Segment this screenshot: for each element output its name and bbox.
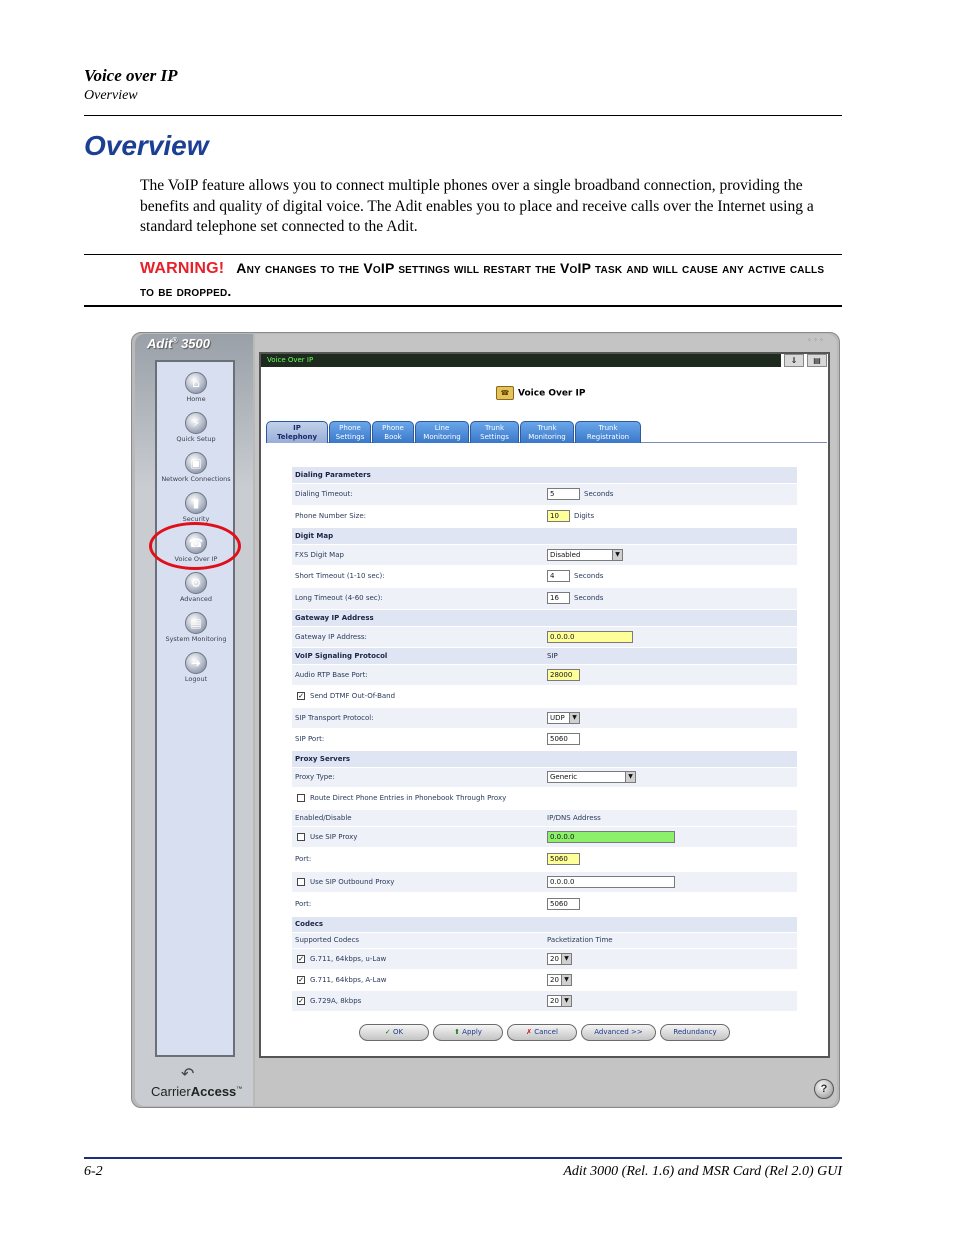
tab-trunk-registration[interactable]: Trunk Registration	[575, 421, 641, 443]
dialing-timeout-unit: Seconds	[584, 490, 614, 498]
chevron-down-icon: ▼	[561, 996, 571, 1006]
intro-paragraph: The VoIP feature allows you to connect multiple phones over a single broadband connection, providing the benefits and quality of digital voice. The Adit enables you to place and receive calls over the Internet using a standard telephone set connected to the Adit.	[140, 177, 814, 235]
send-dtmf-checkbox[interactable]: ✓	[298, 692, 304, 700]
outbound-port-input[interactable]: 5060	[547, 898, 580, 910]
codec-1-ptime-select[interactable]: 20 ▼	[547, 953, 572, 965]
grip-icon: ⁘⁘⁘	[807, 337, 826, 344]
content-pane	[259, 352, 830, 1058]
row-dialing-timeout: Dialing Timeout: 5 Seconds	[292, 484, 797, 505]
apply-button[interactable]: ⬆ Apply	[433, 1024, 503, 1041]
lightning-icon: ⚡	[185, 412, 207, 434]
row-short-timeout: Short Timeout (1-10 sec): 4 Seconds	[292, 566, 797, 587]
row-proxy-columns: Enabled/Disable IP/DNS Address	[292, 810, 797, 826]
tab-trunk-settings[interactable]: Trunk Settings	[470, 421, 519, 443]
monitor-icon: ▤	[185, 612, 207, 634]
chevron-down-icon: ▼	[561, 954, 571, 964]
short-timeout-unit: Seconds	[574, 572, 604, 580]
nav-label: Voice Over IP	[174, 555, 218, 563]
footer-rule	[84, 1157, 842, 1159]
dialing-timeout-input[interactable]: 5	[547, 488, 580, 500]
warning-rule-bottom	[84, 305, 842, 307]
section-codecs: Codecs	[292, 917, 797, 932]
page-heading: ☎ Voice Over IP	[496, 386, 585, 400]
audio-rtp-input[interactable]: 28000	[547, 669, 580, 681]
x-icon: ✗	[526, 1028, 532, 1036]
sip-transport-select[interactable]: UDP ▼	[547, 712, 580, 724]
nav-label: Network Connections	[161, 475, 231, 483]
warning-label: WARNING!	[140, 260, 225, 277]
use-sip-proxy-checkbox[interactable]	[297, 833, 305, 841]
codec-2-ptime-select[interactable]: 20 ▼	[547, 974, 572, 986]
row-phone-number-size: Phone Number Size: 10 Digits	[292, 506, 797, 527]
nav-item-system-monitoring[interactable]	[157, 612, 235, 643]
nav-label: System Monitoring	[165, 635, 227, 643]
tab-phone-settings[interactable]: Phone Settings	[329, 421, 371, 443]
outbound-proxy-address-input[interactable]: 0.0.0.0	[547, 876, 675, 888]
section-proxy-servers: Proxy Servers	[292, 751, 797, 767]
nav-item-network-connections[interactable]	[157, 452, 235, 483]
nav-label: Security	[182, 515, 210, 523]
warning-note	[140, 257, 840, 302]
nav-item-advanced[interactable]	[157, 572, 235, 603]
section-digit-map: Digit Map	[292, 528, 797, 544]
phone-icon: ☎	[185, 532, 207, 554]
logo-text: CarrierAccess™	[151, 1084, 243, 1099]
tab-phone-book[interactable]: Phone Book	[372, 421, 414, 443]
nav-panel	[155, 360, 235, 1057]
nav-label: Logout	[184, 675, 208, 683]
nav-item-quick-setup[interactable]	[157, 412, 235, 443]
brand-name: Adit	[147, 336, 173, 351]
tab-bar	[266, 421, 827, 443]
chevron-down-icon: ▼	[569, 713, 579, 723]
row-sip-port: SIP Port: 5060	[292, 729, 797, 750]
row-codec-3: ✓ G.729A, 8kbps 20 ▼	[292, 991, 797, 1011]
adit-screenshot	[131, 332, 840, 1108]
row-route-direct: Route Direct Phone Entries in Phonebook Through Proxy	[292, 788, 797, 809]
row-outbound-port: Port: 5060	[292, 893, 797, 916]
tab-line-monitoring[interactable]: Line Monitoring	[415, 421, 469, 443]
row-proxy-type: Proxy Type: Generic ▼	[292, 768, 797, 787]
page-title: Overview	[84, 130, 209, 161]
lock-icon: ▮	[185, 492, 207, 514]
ok-button[interactable]: ✓ OK	[359, 1024, 429, 1041]
proxy-port-input[interactable]: 5060	[547, 853, 580, 865]
row-proxy-port: Port: 5060	[292, 848, 797, 871]
sip-proxy-address-input[interactable]: 0.0.0.0	[547, 831, 675, 843]
use-outbound-proxy-checkbox[interactable]	[297, 878, 305, 886]
codec-3-checkbox[interactable]: ✓	[298, 997, 304, 1005]
nav-item-logout[interactable]	[157, 652, 235, 683]
nav-label: Home	[186, 395, 206, 403]
proxy-type-select[interactable]: Generic ▼	[547, 771, 636, 783]
nav-item-home[interactable]	[157, 372, 235, 403]
logout-icon: ➜	[185, 652, 207, 674]
section-gateway-ip-address: Gateway IP Address	[292, 610, 797, 626]
brand-sup: ®	[172, 337, 178, 345]
redundancy-button[interactable]: Redundancy	[660, 1024, 730, 1041]
row-codec-2: ✓ G.711, 64kbps, A-Law 20 ▼	[292, 970, 797, 990]
chevron-down-icon: ▼	[561, 975, 571, 985]
row-gateway-ip: Gateway IP Address: 0.0.0.0	[292, 627, 797, 647]
row-sip-transport: SIP Transport Protocol: UDP ▼	[292, 708, 797, 728]
codec-3-ptime-select[interactable]: 20 ▼	[547, 995, 572, 1007]
network-icon: ▣	[185, 452, 207, 474]
window-icon[interactable]: ▤	[807, 354, 827, 367]
row-send-dtmf: ✓ Send DTMF Out-Of-Band	[298, 692, 396, 700]
page-number: 6-2	[84, 1164, 103, 1179]
long-timeout-input[interactable]: 16	[547, 592, 570, 604]
warning-text: Any changes to the VoIP settings will restart the VoIP task and will cause any active calls to be dropped.	[140, 260, 825, 299]
nav-label: Advanced	[179, 595, 213, 603]
scroll-down-icon[interactable]: ⇓	[784, 354, 804, 367]
row-use-outbound-proxy: Use SIP Outbound Proxy 0.0.0.0	[292, 872, 797, 892]
brand-model: 3500	[181, 336, 210, 351]
check-icon: ✓	[384, 1028, 391, 1036]
phone-number-size-unit: Digits	[574, 512, 595, 520]
header-rule	[84, 115, 842, 116]
signaling-protocol-value: SIP	[547, 652, 558, 660]
codec-1-checkbox[interactable]: ✓	[298, 955, 304, 963]
row-audio-rtp: Audio RTP Base Port: 28000	[292, 665, 797, 685]
route-direct-checkbox[interactable]	[297, 794, 305, 802]
window-titlebar: Voice Over IP	[261, 354, 781, 367]
tab-trunk-monitoring[interactable]: Trunk Monitoring	[520, 421, 574, 443]
section-dialing-parameters: Dialing Parameters	[292, 467, 797, 483]
row-use-sip-proxy: Use SIP Proxy 0.0.0.0	[292, 827, 797, 847]
chapter-title: Voice over IP	[84, 66, 178, 85]
row-fxs-digit-map: FXS Digit Map Disabled ▼	[292, 545, 797, 565]
advanced-button[interactable]: Advanced >>	[581, 1024, 656, 1041]
phone-number-size-input[interactable]: 10	[547, 510, 570, 522]
chevron-down-icon: ▼	[625, 772, 635, 782]
row-long-timeout: Long Timeout (4-60 sec): 16 Seconds	[292, 588, 797, 609]
row-signaling-protocol: VoIP Signaling Protocol SIP	[292, 648, 797, 664]
short-timeout-input[interactable]: 4	[547, 570, 570, 582]
tab-ip-telephony[interactable]: IP Telephony	[266, 421, 328, 443]
brand-logo	[147, 336, 247, 356]
voip-phone-icon: ☎	[496, 386, 514, 400]
chevron-down-icon: ▼	[612, 550, 622, 560]
nav-item-security[interactable]	[157, 492, 235, 523]
sip-port-input[interactable]: 5060	[547, 733, 580, 745]
arrow-up-icon: ⬆	[454, 1028, 460, 1036]
row-codec-columns: Supported Codecs Packetization Time	[292, 933, 797, 948]
gateway-ip-input[interactable]: 0.0.0.0	[547, 631, 633, 643]
swoosh-icon: ↶	[181, 1064, 195, 1083]
warning-rule-top	[84, 254, 842, 255]
carrier-access-logo	[143, 1060, 253, 1104]
advanced-icon: ⚙	[185, 572, 207, 594]
nav-label: Quick Setup	[176, 435, 216, 443]
highlight-circle	[149, 522, 241, 570]
document-title: Adit 3000 (Rel. 1.6) and MSR Card (Rel 2.0) GUI	[563, 1164, 842, 1179]
help-button[interactable]: ?	[814, 1079, 834, 1099]
cancel-button[interactable]: ✗ Cancel	[507, 1024, 577, 1041]
codec-2-checkbox[interactable]: ✓	[298, 976, 304, 984]
fxs-digit-map-select[interactable]: Disabled ▼	[547, 549, 623, 561]
long-timeout-unit: Seconds	[574, 594, 604, 602]
section-subtitle: Overview	[84, 88, 138, 103]
home-icon: ⌂	[185, 372, 207, 394]
row-codec-1: ✓ G.711, 64kbps, u-Law 20 ▼	[292, 949, 797, 969]
